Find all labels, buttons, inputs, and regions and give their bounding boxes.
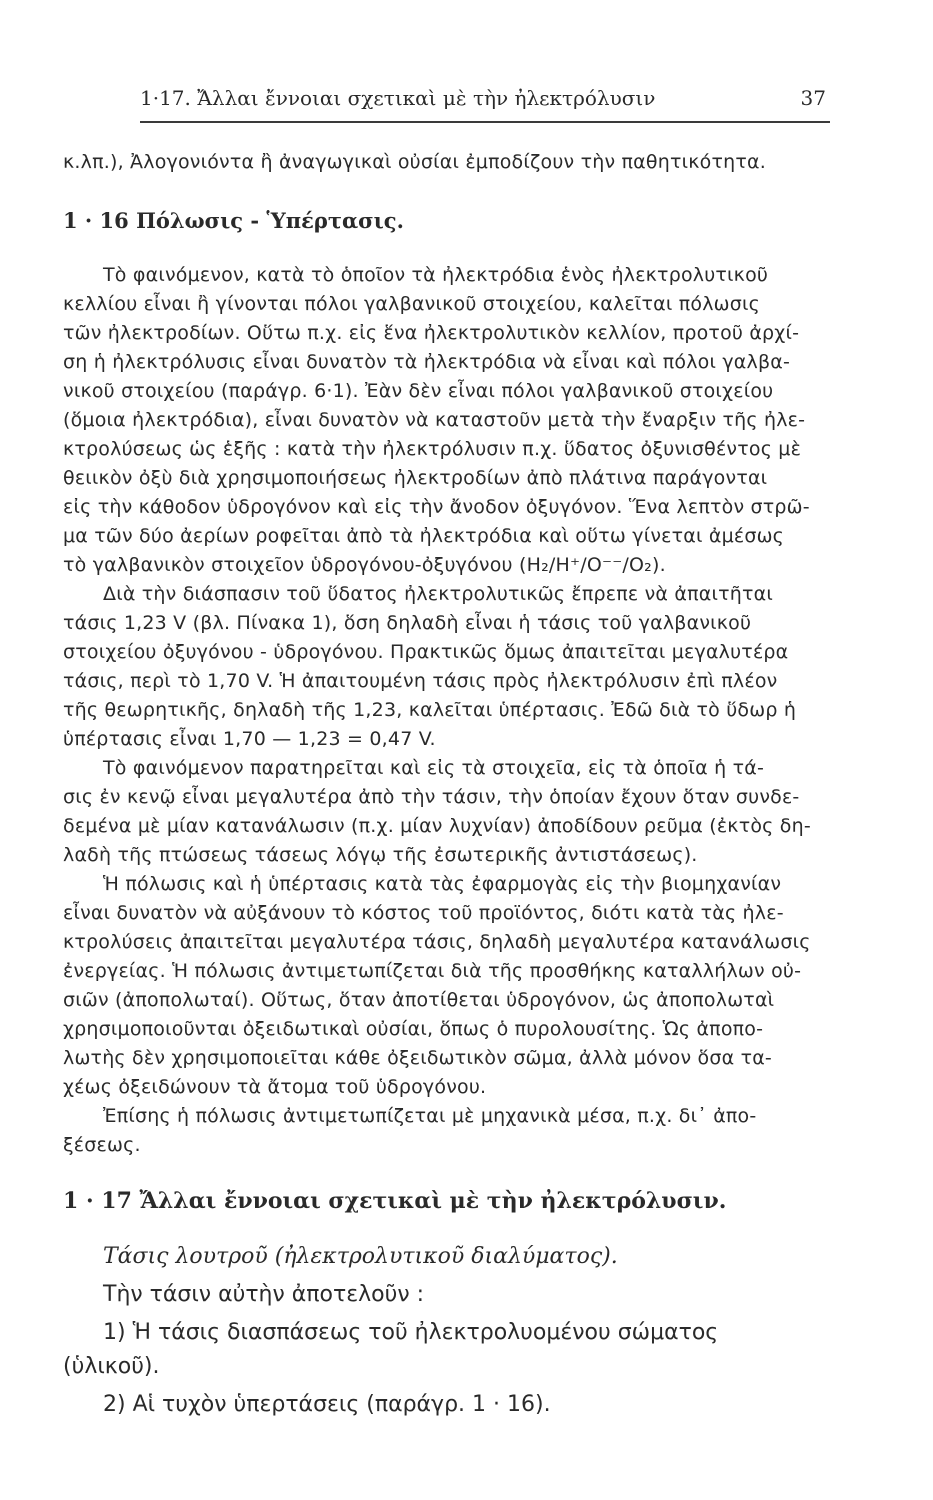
text-line: λαδὴ τῆς πτώσεως τάσεως λόγῳ τῆς ἐσωτερικῆς ἀντιστάσεως).: [63, 844, 698, 866]
text-line: εἶναι δυνατὸν νὰ αὐξάνουν τὸ κόστος τοῦ προϊόντος, διότι κατὰ τὰς ἠλε-: [63, 902, 784, 924]
text-line: Ἡ πόλωσις καὶ ἡ ὑπέρτασις κατὰ τὰς ἐφαρμογὰς εἰς τὴν βιομηχανίαν: [103, 873, 782, 895]
header-divider: [140, 121, 830, 123]
text-line: δεμένα μὲ μίαν κατανάλωσιν (π.χ. μίαν λυχνίαν) ἀποδίδουν ρεῦμα (ἐκτὸς δη-: [63, 815, 811, 837]
text-line: τάσις, περὶ τὸ 1,70 V. Ἡ ἀπαιτουμένη τάσις πρὸς ἠλεκτρόλυσιν ἐπὶ πλέον: [63, 670, 778, 692]
text-line: τάσις 1,23 V (βλ. Πίνακα 1), ὅση δηλαδὴ εἶναι ἡ τάσις τοῦ γαλβανικοῦ: [63, 612, 752, 634]
text-line: στοιχείου ὀξυγόνου - ὑδρογόνου. Πρακτικῶς ὅμως ἀπαιτεῖται μεγαλυτέρα: [63, 641, 789, 663]
text-line: κ.λπ.), Ἀλογονιόντα ἢ ἀναγωγικαὶ οὐσίαι ἐμποδίζουν τὴν παθητικότητα.: [63, 151, 766, 173]
list-item: 1) Ἡ τάσις διασπάσεως τοῦ ἠλεκτρολυομένου σώματος: [103, 1320, 719, 1345]
list-item: 2) Αἱ τυχὸν ὑπερτάσεις (παράγρ. 1 · 16).: [103, 1392, 551, 1417]
text-line: λωτὴς δὲν χρησιμοποιεῖται κάθε ὀξειδωτικὸν σῶμα, ἀλλὰ μόνον ὅσα τα-: [63, 1047, 772, 1069]
text-line: Διὰ τὴν διάσπασιν τοῦ ὕδατος ἠλεκτρολυτικῶς ἔπρεπε νὰ ἀπαιτῆται: [103, 583, 773, 605]
text-line: σις ἐν κενῷ εἶναι μεγαλυτέρα ἀπὸ τὴν τάσιν, τὴν ὁποίαν ἔχουν ὅταν συνδε-: [63, 786, 800, 808]
text-line: τῶν ἠλεκτροδίων. Οὕτω π.χ. εἰς ἕνα ἠλεκτρολυτικὸν κελλίον, προτοῦ ἀρχί-: [63, 322, 800, 344]
text-line: κελλίου εἶναι ἢ γίνονται πόλοι γαλβανικοῦ στοιχείου, καλεῖται πόλωσις: [63, 293, 760, 315]
text-line: σιῶν (ἀποπολωταί). Οὕτως, ὅταν ἀποτίθεται ὑδρογόνον, ὡς ἀποπολωταὶ: [63, 989, 775, 1011]
text-line: θειικὸν ὀξὺ διὰ χρησιμοποιήσεως ἠλεκτροδίων ἀπὸ πλάτινα παράγονται: [63, 467, 768, 489]
text-line: κτρολύσεις ἀπαιτεῖται μεγαλυτέρα τάσις, δηλαδὴ μεγαλυτέρα κατανάλωσις: [63, 931, 811, 953]
page-number: 37: [800, 86, 826, 110]
section-heading-1-16: 1 · 16 Πόλωσις - Ὑπέρτασις.: [63, 208, 404, 233]
text-line: κτρολύσεως ὡς ἑξῆς : κατὰ τὴν ἠλεκτρόλυσιν π.χ. ὕδατος ὀξυνισθέντος μὲ: [63, 438, 802, 460]
running-title: 1·17. Ἄλλαι ἔννοιαι σχετικαὶ μὲ τὴν ἠλεκτρόλυσιν: [140, 86, 656, 110]
text-line: ὑπέρτασις εἶναι 1,70 — 1,23 = 0,47 V.: [63, 728, 436, 750]
text-line: Τὸ φαινόμενον παρατηρεῖται καὶ εἰς τὰ στοιχεῖα, εἰς τὰ ὁποῖα ἡ τά-: [103, 757, 765, 779]
text-line: ξέσεως.: [63, 1134, 141, 1156]
text-line: τὸ γαλβανικὸν στοιχεῖον ὑδρογόνου-ὀξυγόνου (H₂/H⁺/O⁻⁻/O₂).: [63, 554, 666, 576]
text-line: μα τῶν δύο ἀερίων ροφεῖται ἀπὸ τὰ ἠλεκτρόδια καὶ οὕτω γίνεται ἀμέσως: [63, 525, 785, 547]
text-line: εἰς τὴν κάθοδον ὑδρογόνον καὶ εἰς τὴν ἄνοδον ὀξυγόνον. Ἕνα λεπτὸν στρῶ-: [63, 496, 810, 518]
text-line: (ὅμοια ἠλεκτρόδια), εἶναι δυνατὸν νὰ καταστοῦν μετὰ τὴν ἔναρξιν τῆς ἠλε-: [63, 409, 806, 431]
text-line: χέως ὀξειδώνουν τὰ ἄτομα τοῦ ὑδρογόνου.: [63, 1076, 487, 1098]
text-line: (ὑλικοῦ).: [63, 1354, 160, 1379]
page-header: [140, 86, 826, 116]
text-line: Τὸ φαινόμενον, κατὰ τὸ ὁποῖον τὰ ἠλεκτρόδια ἑνὸς ἠλεκτρολυτικοῦ: [103, 264, 769, 286]
text-line: Τὴν τάσιν αὐτὴν ἀποτελοῦν :: [103, 1282, 425, 1307]
text-line: Ἐπίσης ἡ πόλωσις ἀντιμετωπίζεται μὲ μηχανικὰ μέσα, π.χ. δι᾽ ἀπο-: [103, 1105, 757, 1127]
text-line: ση ἡ ἠλεκτρόλυσις εἶναι δυνατὸν τὰ ἠλεκτρόδια νὰ εἶναι καὶ πόλοι γαλβα-: [63, 351, 791, 373]
text-line: ἐνεργείας. Ἡ πόλωσις ἀντιμετωπίζεται διὰ τῆς προσθήκης καταλλήλων οὐ-: [63, 960, 802, 982]
section-heading-1-17: 1 · 17 Ἄλλαι ἔννοιαι σχετικαὶ μὲ τὴν ἠλεκτρόλυσιν.: [63, 1188, 727, 1214]
text-line: νικοῦ στοιχείου (παράγρ. 6·1). Ἐὰν δὲν εἶναι πόλοι γαλβανικοῦ στοιχείου: [63, 380, 774, 402]
text-line: χρησιμοποιοῦνται ὀξειδωτικαὶ οὐσίαι, ὅπως ὁ πυρολουσίτης. Ὡς ἀποπο-: [63, 1018, 764, 1040]
text-line: τῆς θεωρητικῆς, δηλαδὴ τῆς 1,23, καλεῖται ὑπέρτασις. Ἐδῶ διὰ τὸ ὕδωρ ἡ: [63, 699, 797, 721]
subheading-bath-voltage: Τάσις λουτροῦ (ἠλεκτρολυτικοῦ διαλύματος).: [103, 1244, 618, 1269]
